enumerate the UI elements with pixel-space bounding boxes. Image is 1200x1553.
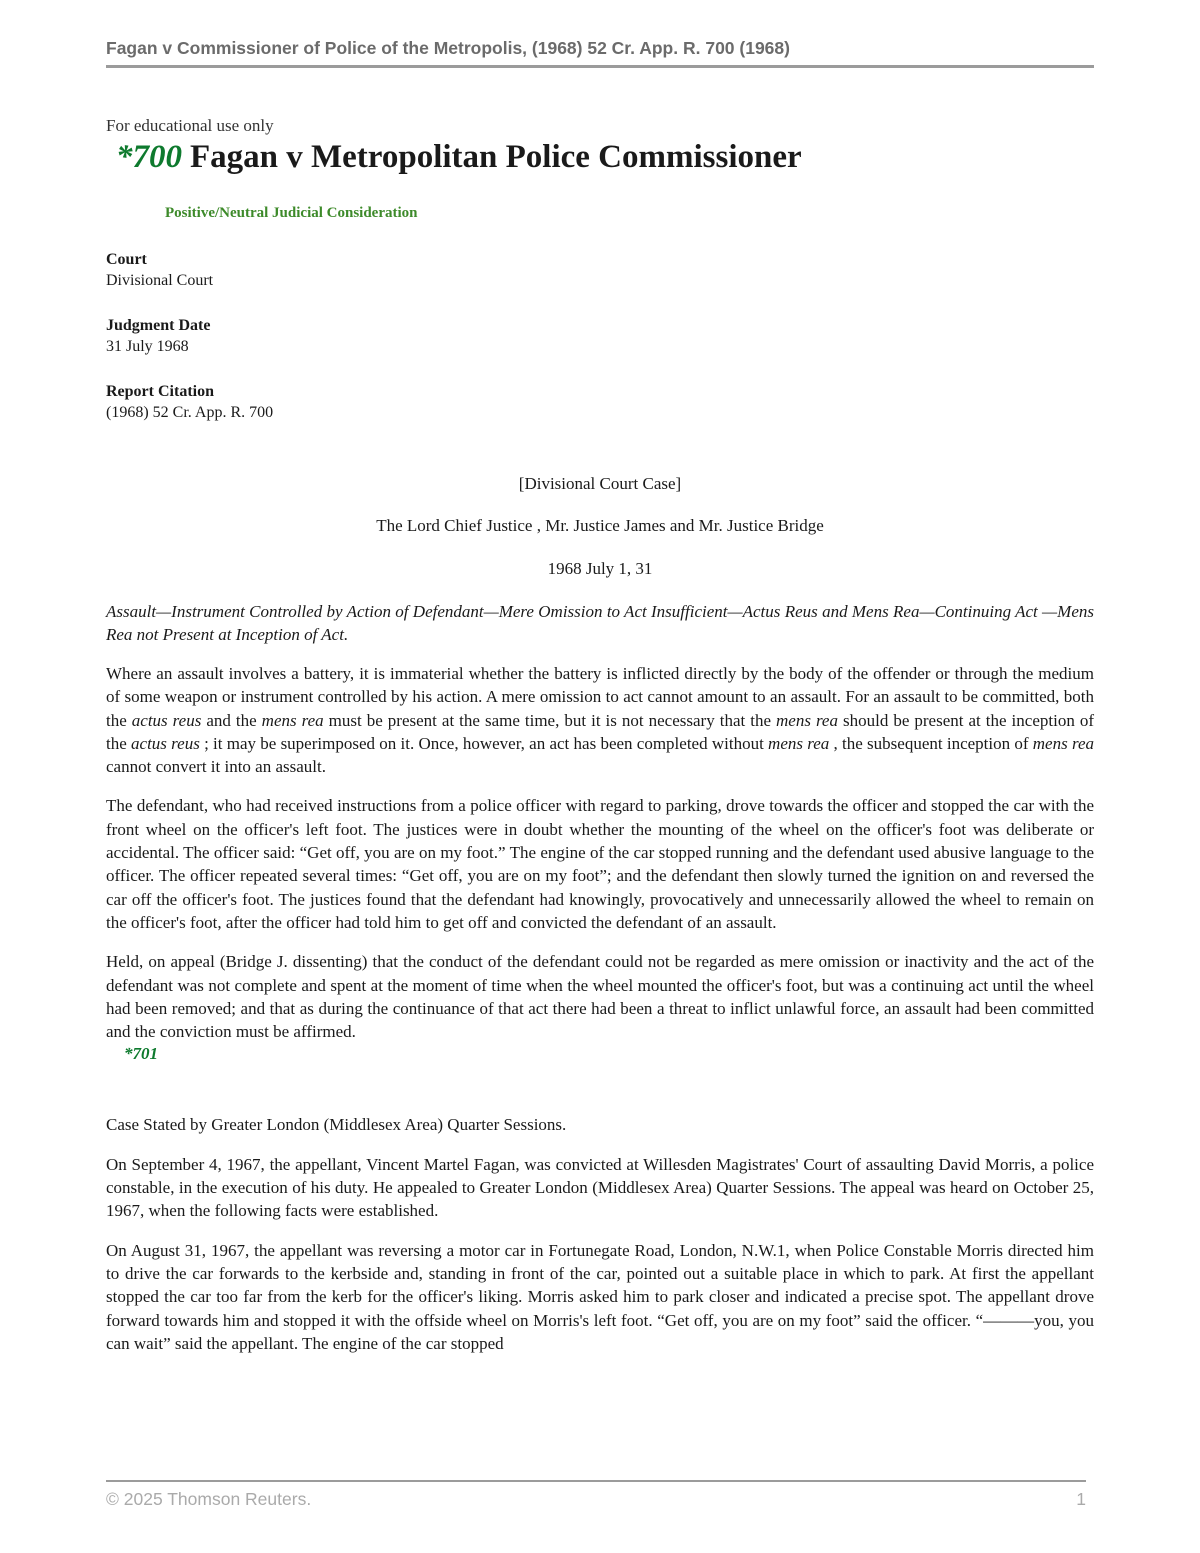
headnote-paragraph-2: The defendant, who had received instructions from a police officer with regard to parking, drove towards the officer and stopped the car with the front wheel on the officer's left foot. The justices were in doubt whether the mounting of the wheel on the officer's foot was deliberate or accidental. The officer said: “Get off, you are on my foot.” The engine of the car stopped running and the defendant used abusive language to the officer. The officer repeated several times: “Get off, you are on my foot”; and the defendant then slowly turned the ignition on and reversed the car off the officer's foot. The justices found that the defendant had knowingly, provocatively and unnecessarily allowed the wheel to remain on the officer's foot, after the officer had told him to get off and convicted the defendant of an assault. xyxy=(106,796,1094,932)
document-title xyxy=(116,137,1094,177)
judges: The Lord Chief Justice , Mr. Justice James and Mr. Justice Bridge xyxy=(376,516,824,535)
running-header: Fagan v Commissioner of Police of the Metropolis, (1968) 52 Cr. App. R. 700 (1968) xyxy=(106,38,790,58)
headnote-paragraph-1: Where an assault involves a battery, it is immaterial whether the battery is inflicted directly by the body of the offender or through the medium of some weapon or instrument controlled by his action. A mere omission to act cannot amount to an assault. For an assault to be committed, both the actus reus and the mens rea must be present at the same time, but it is not necessary that the mens rea should be present at the inception of the actus reus ; it may be superimposed on it. Once, however, an act has been completed without mens rea , the subsequent inception of mens rea cannot convert it into an assault. xyxy=(106,664,1095,777)
judgment-date-label: Judgment Date xyxy=(106,317,211,334)
judgment-date-value: 31 July 1968 xyxy=(106,338,189,355)
headnote-catchwords: Assault—Instrument Controlled by Action of Defendant—Mere Omission to Act Insufficient—Actus Reus and Mens Rea—Continuing Act —Mens Rea not Present at Inception of Act. xyxy=(106,602,1094,644)
court-value: Divisional Court xyxy=(106,272,214,289)
footer-copyright: © 2025 Thomson Reuters. xyxy=(106,1489,312,1509)
footer-divider xyxy=(106,1480,1086,1482)
case-type: [Divisional Court Case] xyxy=(518,474,682,493)
report-citation-label: Report Citation xyxy=(106,383,214,400)
court-label: Court xyxy=(106,251,147,268)
treatment-flag[interactable]: Positive/Neutral Judicial Consideration xyxy=(165,205,418,221)
held-paragraph: Held, on appeal (Bridge J. dissenting) that the conduct of the defendant could not be regarded as mere omission or inactivity and the act of the defendant was not complete and spent at the moment of time when the wheel mounted the officer's foot, but was a continuing act until the wheel had been removed; and that as during the continuance of that act there had been a threat to inflict unlawful force, an assault had been committed and the conviction must be affirmed. xyxy=(106,952,1094,1042)
footer-page-number: 1 xyxy=(1076,1489,1086,1509)
case-stated-paragraph: Case Stated by Greater London (Middlesex Area) Quarter Sessions. xyxy=(106,1115,567,1135)
document-content xyxy=(106,115,1094,1355)
header-divider xyxy=(106,65,1094,68)
case-metadata xyxy=(106,249,1094,423)
hearing-dates: 1968 July 1, 31 xyxy=(547,559,653,578)
facts-paragraph-1: On September 4, 1967, the appellant, Vincent Martel Fagan, was convicted at Willesden Magistrates' Court of assaulting David Morris, a police constable, in the execution of his duty. He appealed to Greater London (Middlesex Area) Quarter Sessions. The appeal was heard on October 25, 1967, when the following facts were established. xyxy=(106,1154,1094,1221)
facts-paragraph-2: On August 31, 1967, the appellant was reversing a motor car in Fortunegate Road, London, N.W.1, when Police Constable Morris directed him to drive the car forwards to the kerbside and, standing in front of the car, pointed out a suitable place in which to park. At first the appellant stopped the car too far from the kerb for the officer's liking. Morris asked him to park closer and indicated a precise spot. The appellant drove forward towards him and stopped it with the offside wheel on Morris's left foot. “Get off, you are on my foot” said the officer. “———you, you can wait” said the appellant. The engine of the car stopped xyxy=(106,1240,1094,1353)
star-page-marker-701: *701 xyxy=(124,1044,158,1064)
educational-use-notice: For educational use only xyxy=(106,116,274,135)
report-citation-value: (1968) 52 Cr. App. R. 700 xyxy=(106,404,274,421)
case-title: Fagan v Metropolitan Police Commissioner xyxy=(190,139,802,175)
star-page-marker: *700 xyxy=(116,139,182,175)
